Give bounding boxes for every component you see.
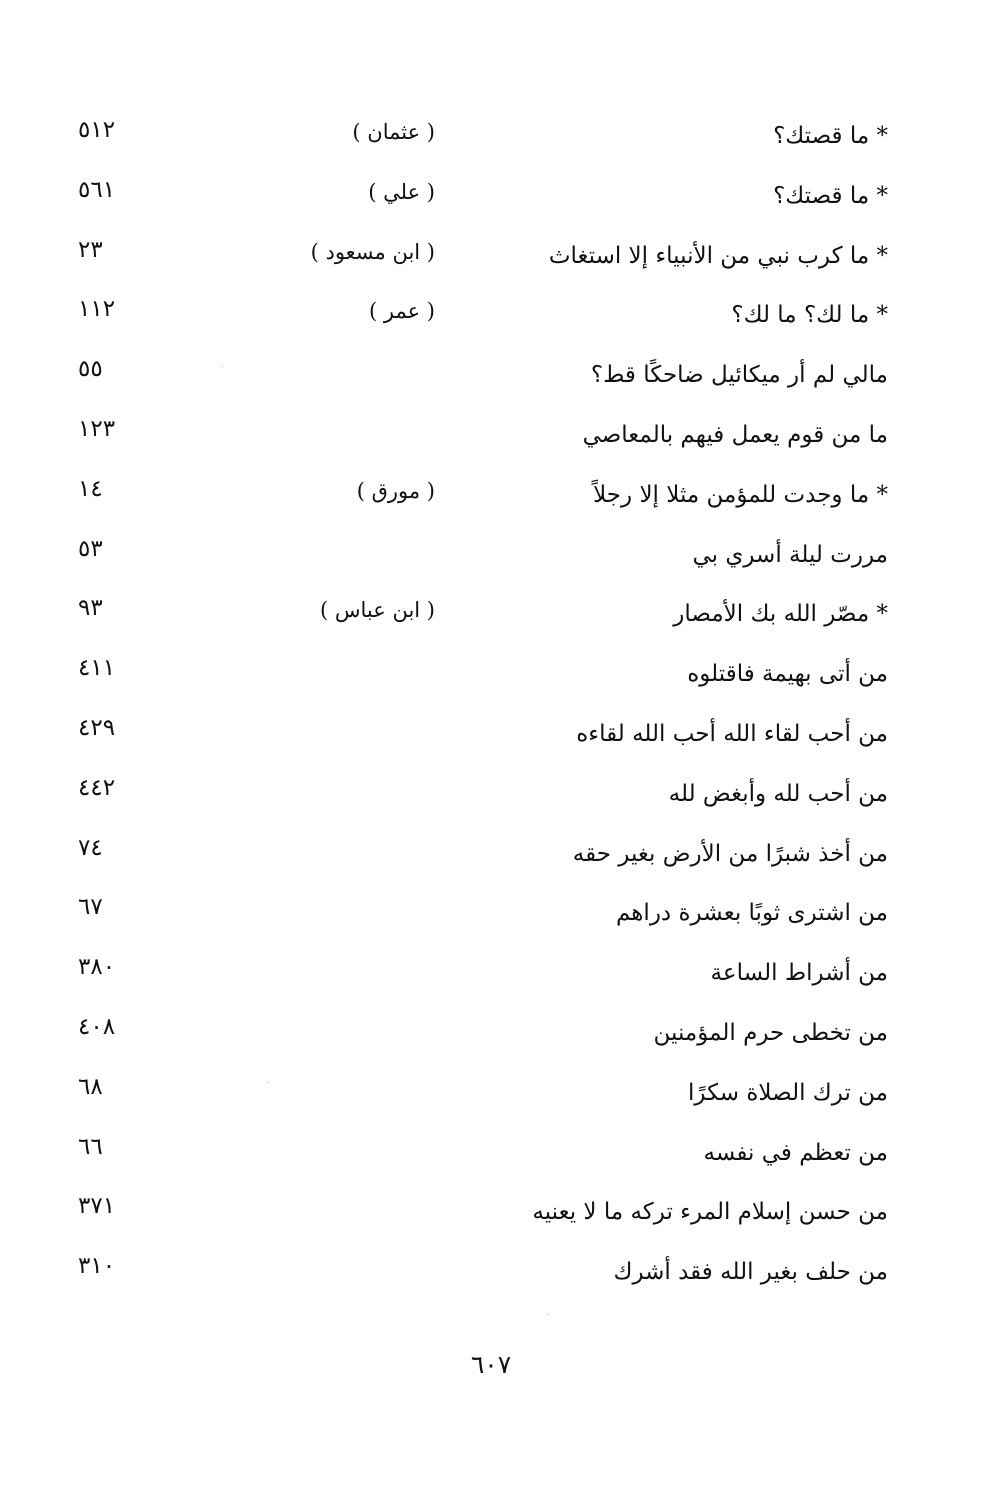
index-entry <box>60 1120 900 1180</box>
index-entry <box>60 1239 900 1299</box>
index-entry <box>60 581 900 641</box>
entry-text: ما من قوم يعمل فيهم بالمعاصي <box>582 421 888 448</box>
entry-page-number: ٩٣ <box>78 595 103 622</box>
entry-page-number: ٣٧١ <box>78 1193 116 1220</box>
entry-text: * ما قصتك؟ <box>773 182 888 209</box>
entry-page-number: ٥١٢ <box>78 117 116 143</box>
entry-text: من تعظم في نفسه <box>703 1139 888 1166</box>
entry-text: مالي لم أر ميكائيل ضاحكًا قط؟ <box>590 362 888 389</box>
index-entry <box>60 223 900 283</box>
index-entry <box>60 641 900 701</box>
index-entry <box>60 940 900 1000</box>
index-entry <box>60 1179 900 1239</box>
index-entry <box>60 821 900 881</box>
entry-text: من حلف بغير الله فقد أشرك <box>613 1259 888 1286</box>
entry-text: من أشراط الساعة <box>710 960 888 987</box>
page-number: ٦٠٧ <box>470 1350 512 1379</box>
entry-page-number: ٣١٠ <box>78 1253 116 1280</box>
entry-narrator: ( علي ) <box>368 179 435 204</box>
scan-speck <box>268 1082 269 1083</box>
index-entry <box>60 701 900 761</box>
index-entry <box>60 462 900 522</box>
scan-speck <box>222 366 223 367</box>
index-entry <box>60 342 900 402</box>
entry-text: * ما وجدت للمؤمن مثلا إلا رجلاً <box>593 481 888 508</box>
entry-narrator: ( ابن عباس ) <box>320 598 435 623</box>
index-entry <box>60 880 900 940</box>
entry-text: من اشترى ثوبًا بعشرة دراهم <box>616 900 888 927</box>
entry-text: من أحب لقاء الله أحب الله لقاءه <box>576 720 888 747</box>
entry-page-number: ٦٨ <box>78 1073 103 1100</box>
entry-page-number: ٦٦ <box>78 1133 103 1160</box>
entry-page-number: ٤٢٩ <box>78 714 116 741</box>
entry-page-number: ٥٥ <box>78 356 103 383</box>
entry-text: من أتى بهيمة فاقتلوه <box>687 661 888 688</box>
entry-text: * ما قصتك؟ <box>773 123 888 149</box>
entry-page-number: ٤١١ <box>78 655 116 682</box>
entry-page-number: ٦٧ <box>78 894 103 921</box>
entry-page-number: ٥٦١ <box>78 176 116 203</box>
entry-page-number: ٥٣ <box>78 535 103 562</box>
entry-page-number: ٤٤٢ <box>78 774 116 801</box>
entry-narrator: ( مورق ) <box>356 478 435 503</box>
entry-page-number: ٤٠٨ <box>78 1013 116 1040</box>
entry-text: من حسن إسلام المرء تركه ما لا يعنيه <box>532 1199 888 1226</box>
index-entry <box>60 522 900 582</box>
entry-page-number: ١٢٣ <box>78 415 116 442</box>
hadith-index-list <box>60 103 900 1299</box>
entry-text: * ما كرب نبي من الأنبياء إلا استغاث <box>548 242 888 269</box>
index-entry <box>60 1000 900 1060</box>
entry-narrator: ( عثمان ) <box>352 120 435 144</box>
index-entry <box>60 163 900 223</box>
entry-page-number: ٣٨٠ <box>78 954 116 981</box>
index-entry <box>60 103 900 163</box>
entry-text: من تخطى حرم المؤمنين <box>653 1019 888 1046</box>
entry-narrator: ( ابن مسعود ) <box>310 239 435 264</box>
entry-text: * مصّر الله بك الأمصار <box>673 601 888 628</box>
entry-page-number: ١١٢ <box>78 296 116 323</box>
entry-text: * ما لك؟ ما لك؟ <box>731 302 888 329</box>
scan-speck <box>548 1314 549 1315</box>
entry-text: من ترك الصلاة سكرًا <box>688 1079 888 1106</box>
index-entry <box>60 761 900 821</box>
index-entry <box>60 282 900 342</box>
entry-page-number: ٢٣ <box>78 236 103 263</box>
index-entry <box>60 402 900 462</box>
index-entry <box>60 1060 900 1120</box>
entry-text: مررت ليلة أسري بي <box>692 541 888 568</box>
entry-text: من أحب لله وأبغض لله <box>668 780 888 807</box>
entry-text: من أخذ شبرًا من الأرض بغير حقه <box>572 840 888 867</box>
entry-narrator: ( عمر ) <box>369 299 435 324</box>
entry-page-number: ١٤ <box>78 475 103 502</box>
entry-page-number: ٧٤ <box>78 834 103 861</box>
